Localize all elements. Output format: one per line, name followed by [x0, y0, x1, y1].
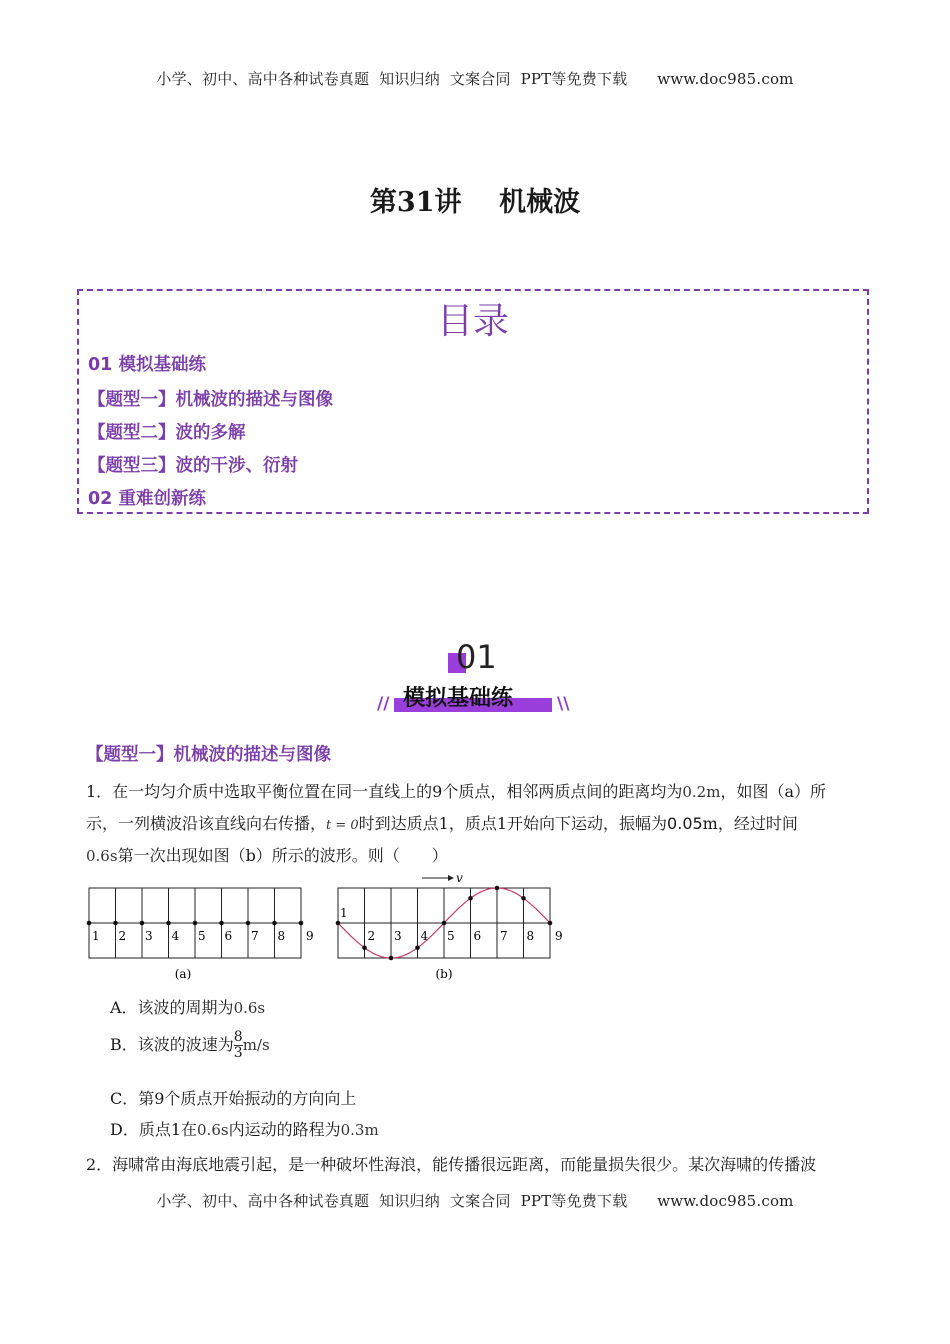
figure-a-point-label: 3 [145, 929, 153, 943]
figure-a-point-label: 2 [118, 929, 127, 943]
figure-b-point-label: 5 [447, 929, 455, 943]
figure-a-point-label: 6 [224, 929, 233, 943]
section-number: 01 [456, 638, 497, 676]
figure-a-point-label: 8 [277, 929, 286, 943]
figure-a-point-label: 5 [198, 929, 206, 943]
q1-time-value: 0.6s [86, 847, 118, 865]
figure-b-point [336, 921, 341, 926]
q1-time-zero: t = 0 [326, 818, 359, 833]
q1-line2 [86, 811, 798, 834]
figure-a-point [219, 921, 224, 926]
q1-amplitude-value: 0.05 [667, 814, 703, 833]
q1-figure [86, 870, 566, 985]
q1-line1-text-b: ，如图（a）所 [720, 782, 827, 801]
figure-b-point-label: 3 [394, 929, 402, 943]
figure-b-point-label: 4 [420, 929, 429, 943]
figure-b-point-label: 8 [526, 929, 535, 943]
figure-b-point-label: 6 [473, 929, 482, 943]
figure-b-point [442, 921, 447, 926]
toc-item-basic[interactable]: 01 模拟基础练 [88, 355, 206, 375]
option-b[interactable] [110, 1030, 270, 1061]
figure-b-point [548, 921, 553, 926]
figure-b-point [468, 896, 473, 901]
q1-line3 [86, 843, 448, 866]
toc-item-type2[interactable]: 【题型二】波的多解 [88, 423, 246, 443]
toc-item-type3[interactable]: 【题型三】波的干涉、衍射 [88, 456, 298, 476]
q1-line2-text-b: 时到达质点1，质点1开始向下运动，振幅为 [358, 814, 668, 833]
toc-item-type1[interactable]: 【题型一】机械波的描述与图像 [88, 390, 333, 410]
option-d-time: 0.6s [197, 1121, 229, 1139]
table-of-contents [77, 289, 869, 514]
q1-line1-text: 1．在一均匀介质中选取平衡位置在同一直线上的9个质点，相邻两质点间的距离均为 [86, 782, 683, 801]
figure-a-point [140, 921, 145, 926]
figure-b-label: (b) [435, 967, 453, 981]
figure-b-point-label: 2 [367, 929, 376, 943]
figure-a-point [166, 921, 171, 926]
q1-line2-text-c: m，经过时间 [702, 814, 798, 833]
velocity-label: v [456, 871, 463, 885]
q1-line2-text: 示，一列横波沿该直线向右传播， [86, 814, 327, 833]
option-d-text-b: 内运动的路程为 [228, 1120, 341, 1139]
option-b-numerator: 8 [233, 1029, 243, 1045]
figure-a-point [193, 921, 198, 926]
page-title: 第31讲 机械波 [369, 187, 581, 218]
figure-a-point [272, 921, 277, 926]
section-deco-right: \\ [557, 694, 570, 714]
option-b-denominator: 3 [233, 1045, 243, 1061]
figure-a-point-label: 9 [306, 929, 314, 943]
option-c-text: C．第9个质点开始振动的方向向上 [110, 1089, 357, 1108]
option-a-text: A．该波的周期为 [110, 998, 234, 1017]
type-heading: 【题型一】机械波的描述与图像 [86, 745, 331, 765]
section-name: 模拟基础练 [403, 686, 514, 711]
option-a[interactable] [110, 995, 265, 1018]
figure-a-point-label: 7 [251, 929, 259, 943]
option-d[interactable] [110, 1117, 379, 1140]
figure-a-point [113, 921, 118, 926]
figure-b-point [362, 945, 367, 950]
section-deco-left: // [377, 694, 390, 714]
option-a-value: 0.6s [233, 999, 266, 1017]
page-footer: 小学、初中、高中各种试卷真题 知识归纳 文案合同 PPT等免费下载 www.doc985.com [156, 1192, 794, 1210]
toc-item-advanced[interactable]: 02 重难创新练 [88, 489, 206, 509]
figure-b-point-label: 1 [340, 906, 348, 920]
figure-b-point-label: 7 [500, 929, 508, 943]
figure-a-label: (a) [174, 967, 192, 981]
figure-b-point-label: 9 [555, 929, 563, 943]
q1-spacing-value: 0.2m [682, 783, 721, 801]
figure-b-point [521, 896, 526, 901]
figure-a-point-label: 4 [171, 929, 180, 943]
option-d-text: D．质点1在 [110, 1120, 198, 1139]
figure-b-point [415, 945, 420, 950]
figure-a-point [87, 921, 92, 926]
figure-b-point [495, 886, 500, 891]
toc-heading: 目录 [436, 301, 509, 342]
option-c[interactable] [110, 1086, 356, 1109]
page-header: 小学、初中、高中各种试卷真题 知识归纳 文案合同 PPT等免费下载 www.doc985.com [156, 70, 794, 88]
q1-line3-text: 第一次出现如图（b）所示的波形。则（ ） [117, 846, 448, 865]
option-b-text: B．该波的波速为 [110, 1035, 234, 1054]
figure-a-point [299, 921, 304, 926]
q2-line1: 2．海啸常由海底地震引起，是一种破坏性海浪，能传播很远距离，而能量损失很少。某次海啸的传播波 [86, 1155, 817, 1174]
option-b-unit: m/s [242, 1036, 270, 1054]
option-b-fraction [234, 1030, 243, 1061]
option-d-distance: 0.3m [340, 1121, 379, 1139]
figure-b-point [389, 956, 394, 961]
q1-line1 [86, 779, 826, 802]
figure-a-point-label: 1 [92, 929, 100, 943]
figure-a-point [246, 921, 251, 926]
velocity-arrow-head [448, 875, 454, 881]
